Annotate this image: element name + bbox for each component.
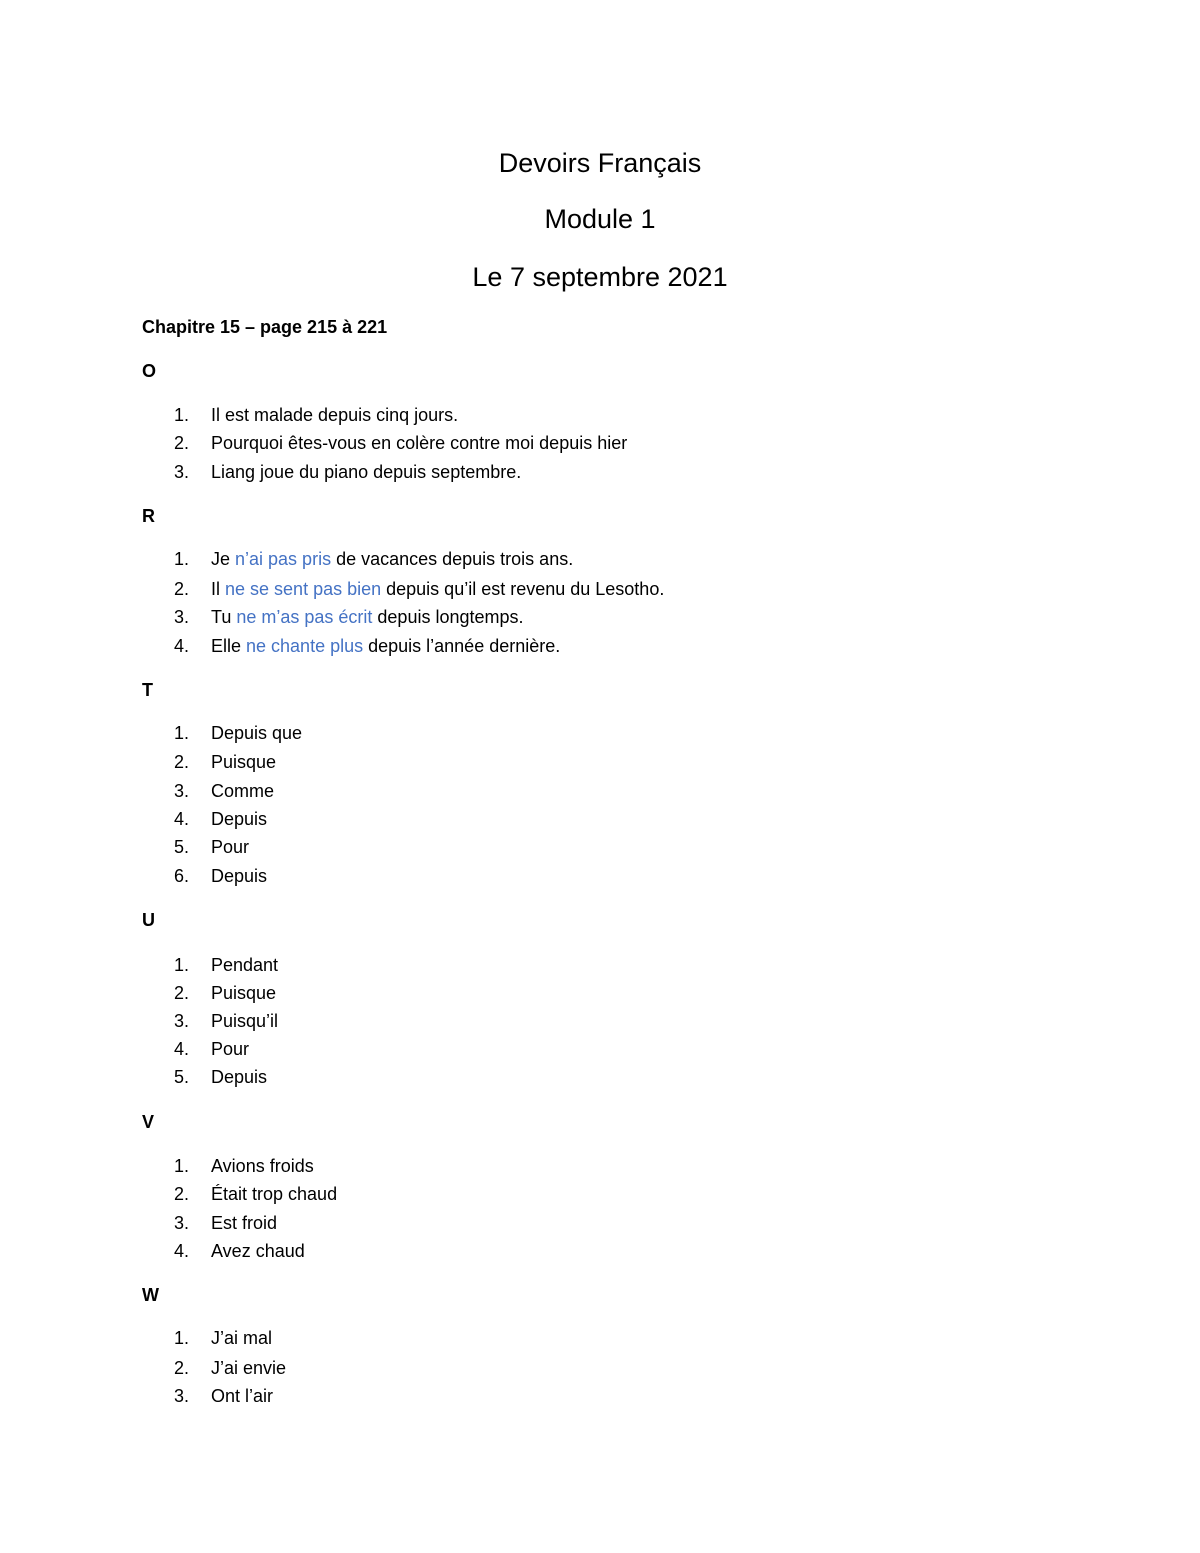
list-number: 3. — [174, 1011, 190, 1031]
text-suffix: de vacances depuis trois ans. — [331, 549, 574, 569]
list-number: 6. — [174, 866, 190, 886]
list-number: 1. — [174, 1328, 190, 1348]
list-number: 3. — [174, 607, 190, 627]
list-text: Depuis — [211, 866, 268, 886]
answer-highlight: ne chante plus — [246, 636, 364, 656]
list-number: 1. — [174, 405, 190, 425]
section-letter-w: W — [142, 1285, 159, 1305]
list-text: Depuis — [211, 809, 268, 829]
list-text: Pendant — [211, 955, 279, 975]
list-text: Avions froids — [211, 1156, 314, 1176]
text-prefix: Tu — [211, 607, 237, 627]
module-heading: Module 1 — [544, 204, 656, 234]
list-number: 5. — [174, 1067, 190, 1087]
list-text: Depuis — [211, 1067, 268, 1087]
list-text: Pour — [211, 1039, 250, 1059]
text-prefix: Elle — [211, 636, 247, 656]
answer-highlight: n’ai pas pris — [235, 549, 332, 569]
list-number: 2. — [174, 1358, 190, 1378]
list-number: 1. — [174, 723, 190, 743]
answer-highlight: ne m’as pas écrit — [236, 607, 373, 627]
section-letter-o: O — [142, 361, 157, 381]
document-title: Devoirs Français — [498, 148, 702, 178]
list-number: 1. — [174, 955, 190, 975]
list-text — [211, 604, 524, 630]
list-number: 2. — [174, 752, 190, 772]
list-text: Est froid — [211, 1213, 278, 1233]
list-number: 5. — [174, 837, 190, 857]
list-text — [211, 546, 573, 572]
list-number: 3. — [174, 462, 190, 482]
answer-highlight: ne se sent pas bien — [225, 579, 382, 599]
list-number: 2. — [174, 579, 190, 599]
list-number: 2. — [174, 433, 190, 453]
list-text: J’ai envie — [211, 1358, 287, 1378]
text-prefix: Il — [211, 579, 226, 599]
list-text: Avez chaud — [211, 1241, 305, 1261]
list-number: 1. — [174, 1156, 190, 1176]
list-text: Puisqu’il — [211, 1011, 279, 1031]
list-text: Ont l’air — [211, 1386, 274, 1406]
text-prefix: Je — [211, 549, 236, 569]
list-number: 3. — [174, 1213, 190, 1233]
text-suffix: depuis l’année dernière. — [363, 636, 561, 656]
list-text: Il est malade depuis cinq jours. — [211, 405, 459, 425]
list-number: 3. — [174, 1386, 190, 1406]
list-number: 4. — [174, 636, 190, 656]
list-text: Pour — [211, 837, 250, 857]
list-number: 3. — [174, 781, 190, 801]
list-text — [211, 633, 560, 659]
section-letter-r: R — [142, 506, 155, 526]
list-text: Depuis que — [211, 723, 303, 743]
list-number: 4. — [174, 809, 190, 829]
list-text: Liang joue du piano depuis septembre. — [211, 462, 522, 482]
chapter-heading: Chapitre 15 – page 215 à 221 — [142, 317, 388, 337]
section-letter-u: U — [142, 910, 155, 930]
list-number: 4. — [174, 1039, 190, 1059]
list-text: Puisque — [211, 983, 277, 1003]
text-suffix: depuis longtemps. — [372, 607, 524, 627]
list-text: Puisque — [211, 752, 277, 772]
list-text: Pourquoi êtes-vous en colère contre moi depuis hier — [211, 433, 628, 453]
list-number: 1. — [174, 549, 190, 569]
list-text: Comme — [211, 781, 275, 801]
list-number: 2. — [174, 1184, 190, 1204]
list-text: J’ai mal — [211, 1328, 273, 1348]
section-letter-v: V — [142, 1112, 155, 1132]
date-heading: Le 7 septembre 2021 — [472, 262, 728, 292]
list-number: 4. — [174, 1241, 190, 1261]
list-text — [211, 576, 664, 602]
list-number: 2. — [174, 983, 190, 1003]
text-suffix: depuis qu’il est revenu du Lesotho. — [381, 579, 665, 599]
list-text: Était trop chaud — [211, 1184, 338, 1204]
section-letter-t: T — [142, 680, 153, 700]
